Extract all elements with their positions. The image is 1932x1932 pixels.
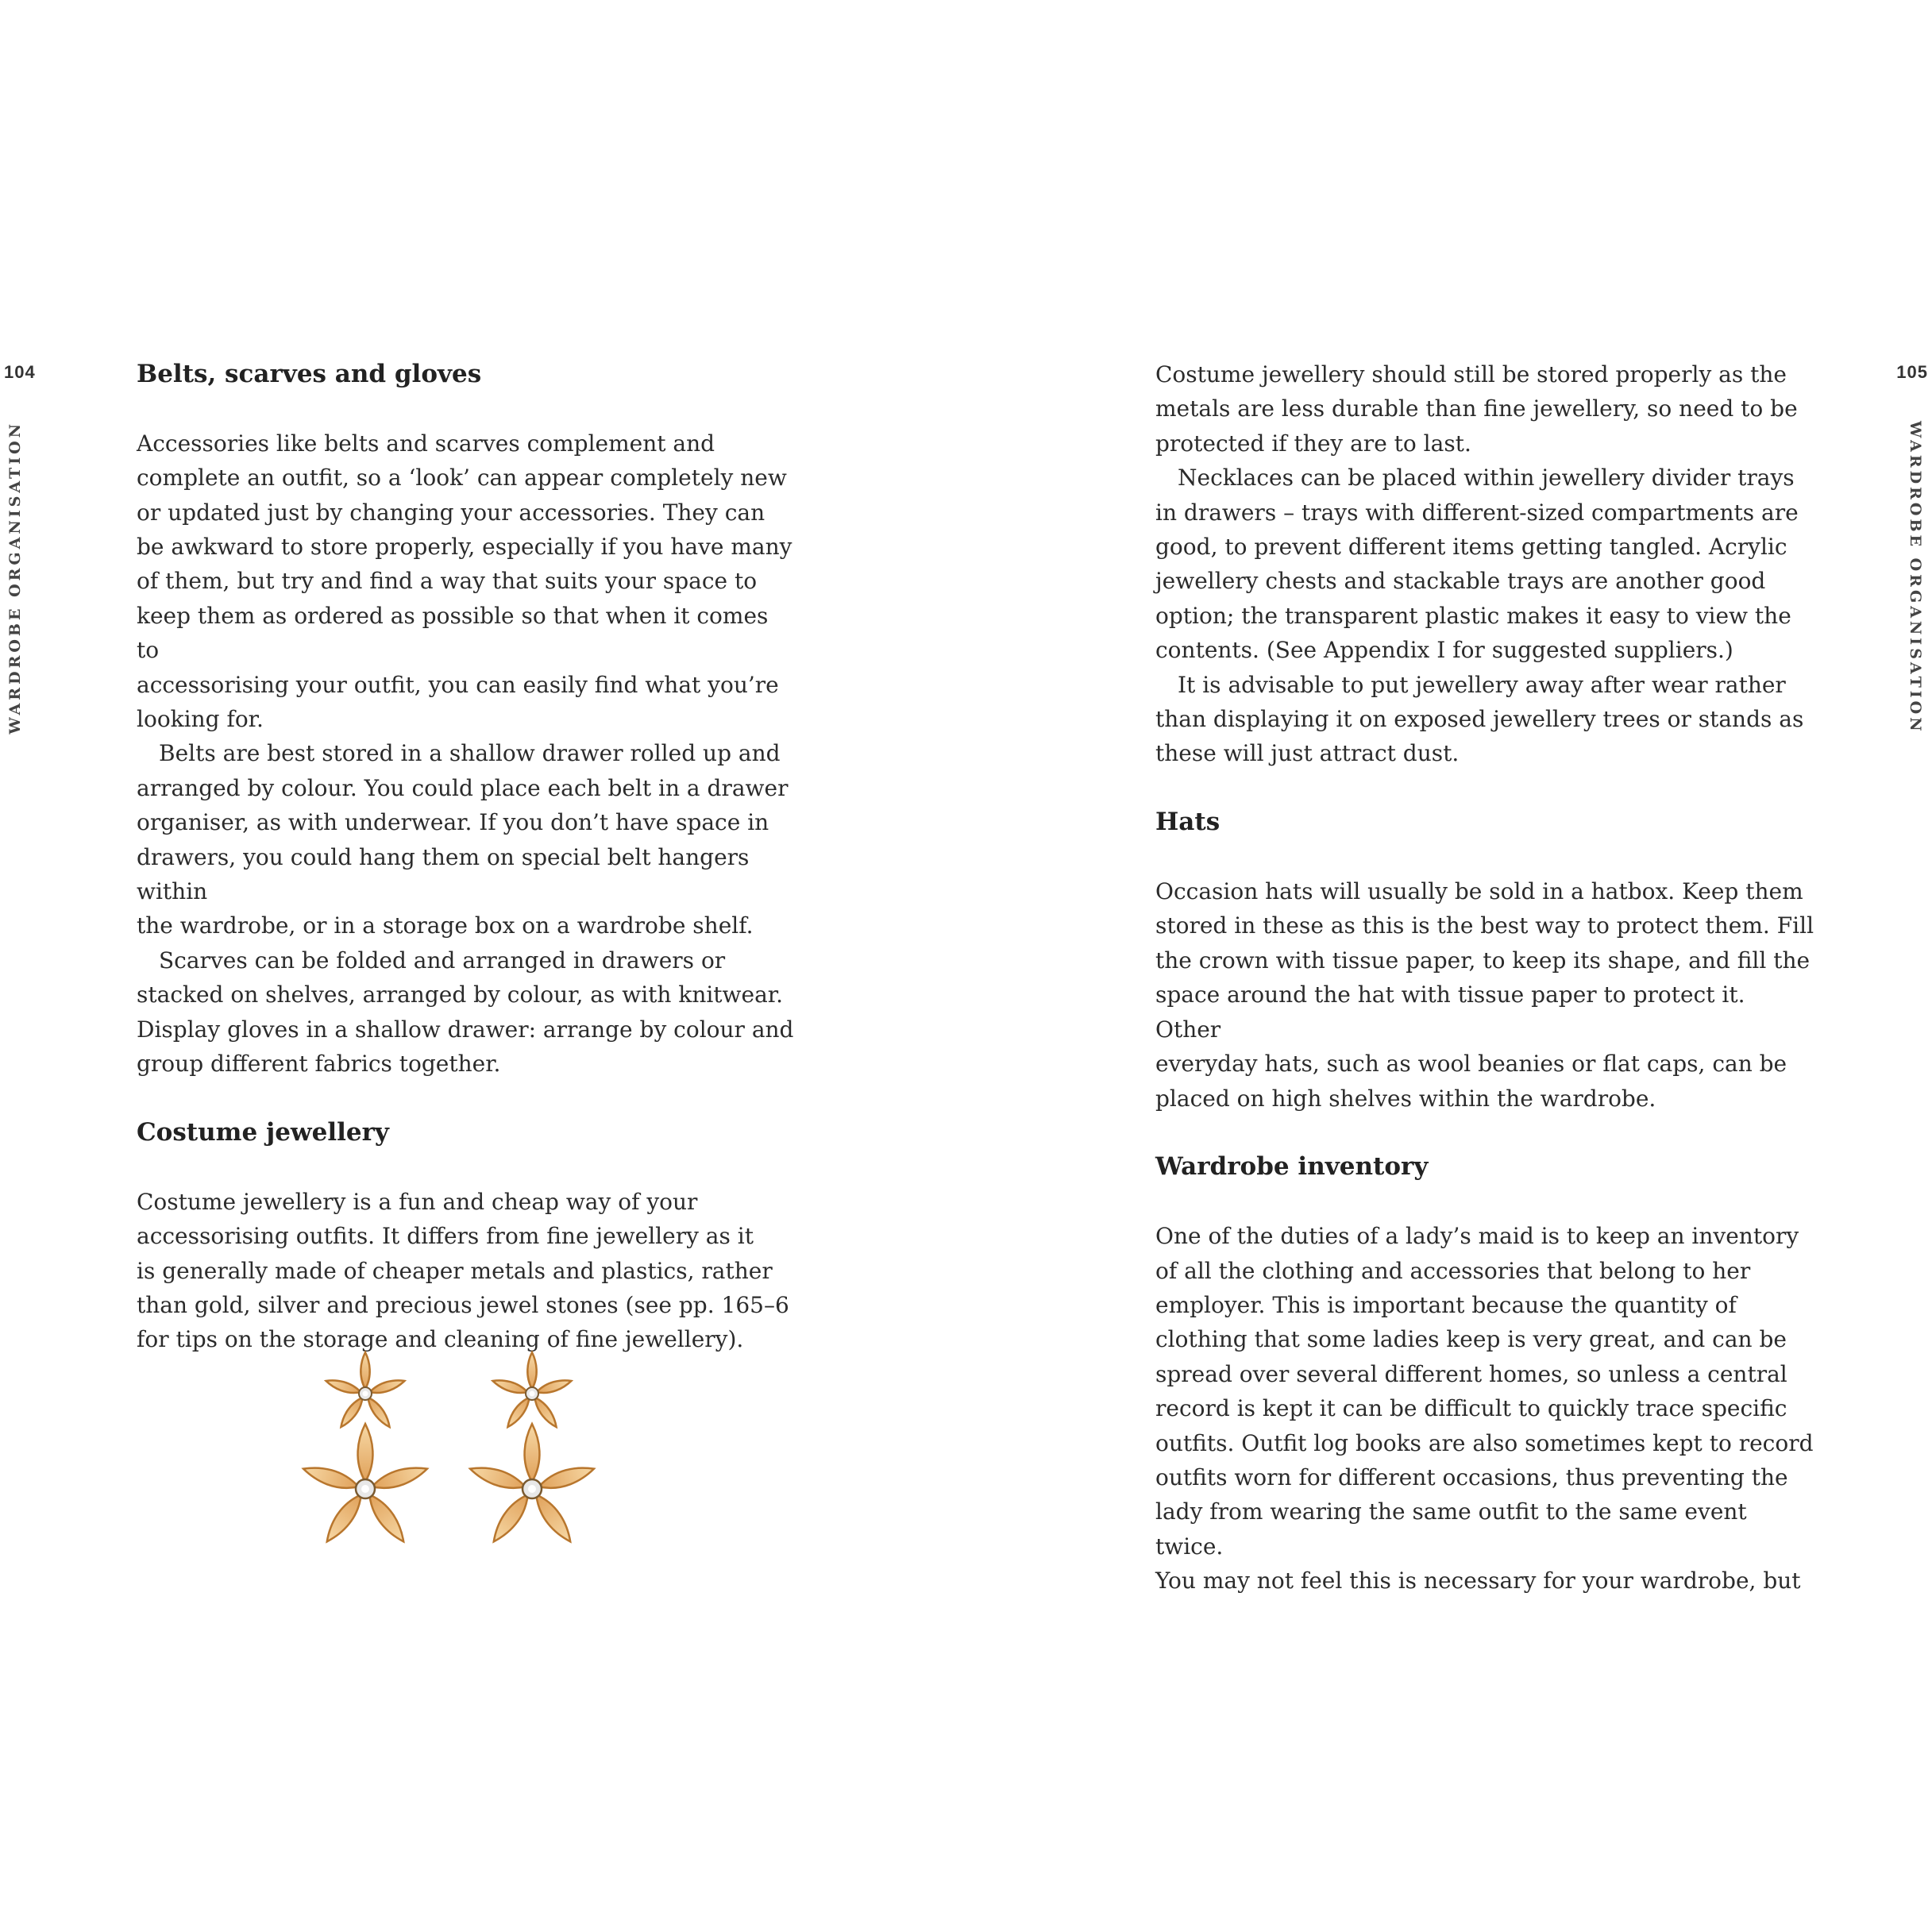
paragraph-necklaces: Necklaces can be placed within jewellery divider trays in drawers – trays with different-sized compartments are good, to prevent different items getting tangled. Acrylic jewellery chests and stackable trays are another good option; the transparent plastic makes it easy to view the contents. (See Appendix I for suggested suppliers.) [1155,465,1799,664]
running-head-left: WARDROBE ORGANISATION [6,421,24,735]
page-number-left: 104 [4,362,36,382]
paragraph-hats: Occasion hats will usually be sold in a hatbox. Keep them stored in these as this is the best way to protect them. Fill the crown with tissue paper, to keep its shape, and fill the space around the hat with tissue paper to protect it. Other everyday hats, such as wool beanies or flat caps, can be placed on high shelves within the wardrobe. [1155,878,1814,1112]
paragraph-belts: Belts are best stored in a shallow drawer rolled up and arranged by colour. You could place each belt in a drawer organiser, as with underwear. If you don’t have space in drawers, you could hang them on special belt hangers within the wardrobe, or in a storage box on a wardrobe shelf. [137,740,789,939]
paragraph-scarves: Scarves can be folded and arranged in drawers or stacked on shelves, arranged by colour, as with knitwear. Display gloves in a shallow drawer: arrange by colour and group different fabrics together. [137,947,794,1078]
heading-belts-scarves-gloves: Belts, scarves and gloves [137,360,482,388]
left-earring [301,1352,430,1546]
heading-costume-jewellery: Costume jewellery [137,1117,389,1147]
right-page-column [1155,357,1814,1598]
page-number-right: 105 [1896,362,1928,382]
heading-hats: Hats [1155,808,1221,837]
running-head-right: WARDROBE ORGANISATION [1907,421,1924,735]
paragraph-advisable: It is advisable to put jewellery away after wear rather than displaying it on exposed jewellery trees or stands as these will just attract dust. [1155,671,1804,767]
heading-wardrobe-inventory: Wardrobe inventory [1155,1152,1429,1182]
paragraph-accessories: Accessories like belts and scarves complement and complete an outfit, so a ‘look’ can appear completely new or updated just by changing your accessories. They can be awkward to store properly, especially if you have many of them, but try and find a way that suits your space to keep them as ordered as possible so that when it comes to accessorising your outfit, you can easily find what you’re looking for. [137,430,792,733]
paragraph-costume-storage: Costume jewellery should still be stored properly as the metals are less durable than fine jewellery, so need to be protected if they are to last. [1155,361,1798,457]
right-earring [468,1352,596,1546]
flower-earrings-icon [282,1334,615,1572]
paragraph-costume-jewellery: Costume jewellery is a fun and cheap way of your accessorising outfits. It differs from fine jewellery as it is generally made of cheaper metals and plastics, rather than gold, silver and precious jewel stones (see pp. 165–6 for tips on the storage and cleaning of fine jewellery). [137,1188,789,1353]
paragraph-inventory: One of the duties of a lady’s maid is to keep an inventory of all the clothing and accessories that belong to her employer. This is important because the quantity of clothing that some ladies keep is very great, and can be spread over several different homes, so unless a central record is kept it can be difficult to quickly trace specific outfits. Outfit log books are also sometimes kept to record outfits worn for different occasions, thus preventing the lady from wearing the same outfit to the same event twice. You may not feel this is necessary for your wardrobe, but [1155,1223,1814,1595]
left-page-column [137,357,796,1357]
